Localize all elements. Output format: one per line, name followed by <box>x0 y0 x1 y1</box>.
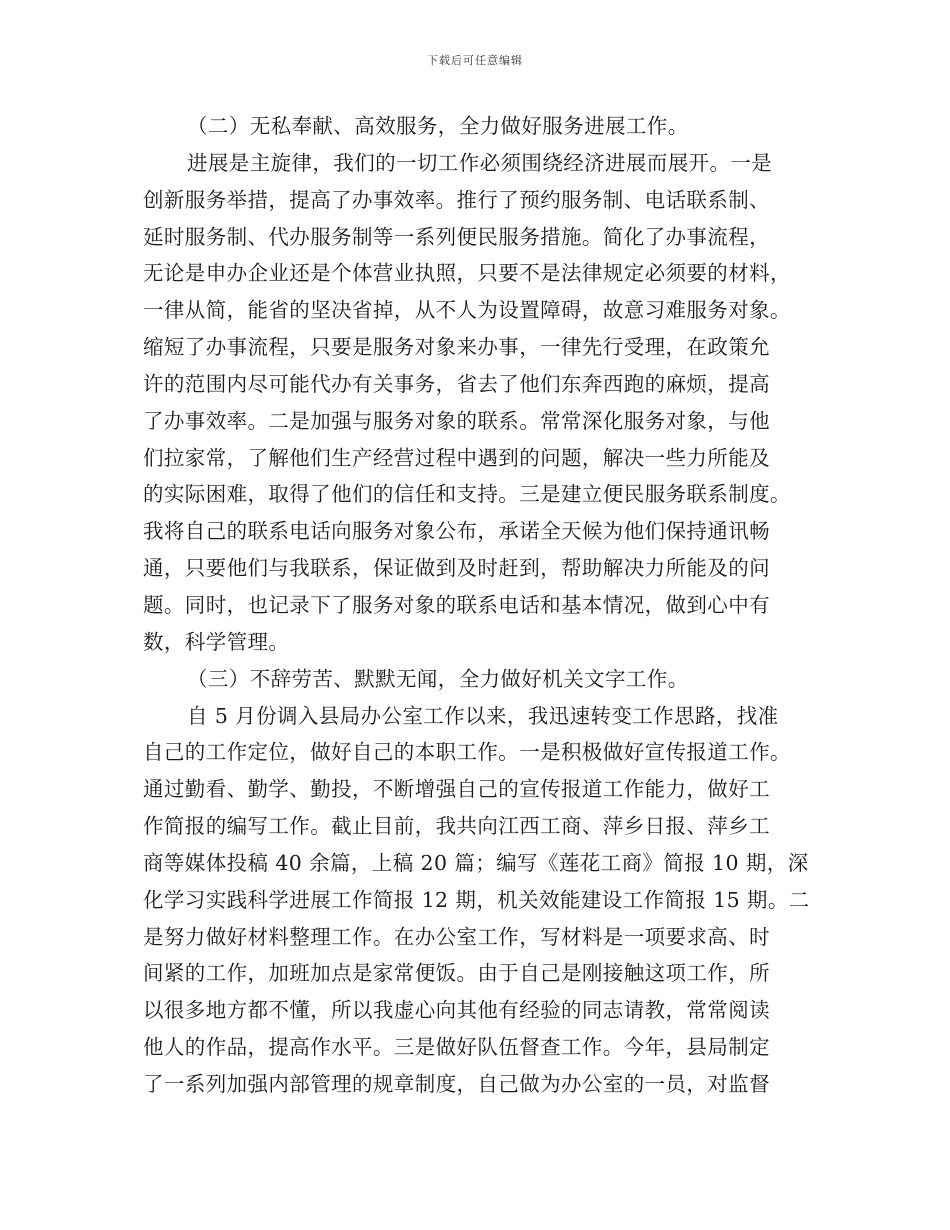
text-line: 他人的作品，提高作水平。三是做好队伍督查工作。今年，县局制定 <box>143 1035 770 1060</box>
text-line: 间紧的工作，加班加点是家常便饭。由于自己是刚接触这项工作，所 <box>143 961 770 986</box>
text-line: 缩短了办事流程，只要是服务对象来办事，一律先行受理，在政策允 <box>143 335 770 360</box>
text-line: 通过勤看、勤学、勤投，不断增强自己的宣传报道工作能力，做好工 <box>143 777 770 802</box>
text-line: 了一系列加强内部管理的规章制度，自己做为办公室的一员，对监督 <box>143 1071 770 1096</box>
document-body <box>143 108 810 1103</box>
text-line: 许的范围内尽可能代办有关事务，省去了他们东奔西跑的麻烦，提高 <box>143 371 770 396</box>
text-line: 进展是主旋律，我们的一切工作必须围绕经济进展而展开。一是 <box>187 150 773 175</box>
text-line: 延时服务制、代办服务制等一系列便民服务措施。简化了办事流程， <box>143 224 770 249</box>
text-line: 以很多地方都不懂，所以我虚心向其他有经验的同志请教，常常阅读 <box>143 998 770 1023</box>
text-line: 自己的工作定位，做好自己的本职工作。一是积极做好宣传报道工作。 <box>143 740 791 765</box>
section-heading: （三）不辞劳苦、默默无闻，全力做好机关文字工作。 <box>187 666 689 691</box>
header-note: 下载后可任意编辑 <box>427 54 523 67</box>
text-line: 是努力做好材料整理工作。在办公室工作，写材料是一项要求高、时 <box>143 924 770 949</box>
text-line: 通，只要他们与我联系，保证做到及时赶到，帮助解决力所能及的问 <box>143 556 770 581</box>
text-line: 作简报的编写工作。截止目前，我共向江西工商、萍乡日报、萍乡工 <box>143 814 770 839</box>
text-line: 无论是申办企业还是个体营业执照，只要不是法律规定必须要的材料， <box>143 261 791 286</box>
text-line: 的实际困难，取得了他们的信任和支持。三是建立便民服务联系制度。 <box>143 482 791 507</box>
text-line: 创新服务举措，提高了办事效率。推行了预约服务制、电话联系制、 <box>143 187 770 212</box>
text-line: 题。同时，也记录下了服务对象的联系电话和基本情况，做到心中有 <box>143 592 770 617</box>
text-line: 们拉家常，了解他们生产经营过程中遇到的问题，解决一些力所能及 <box>143 445 770 470</box>
text-line: 商等媒体投稿 40 余篇，上稿 20 篇；编写《莲花工商》简报 10 期，深 <box>143 850 809 875</box>
section-heading: （二）无私奉献、高效服务，全力做好服务进展工作。 <box>187 114 689 138</box>
text-line: 数，科学管理。 <box>143 629 290 654</box>
text-line: 自 5 月份调入县局办公室工作以来，我迅速转变工作思路，找准 <box>187 703 779 728</box>
text-line: 我将自己的联系电话向服务对象公布，承诺全天候为他们保持通讯畅 <box>143 519 770 544</box>
text-line: 化学习实践科学进展工作简报 12 期，机关效能建设工作简报 15 期。二 <box>143 887 810 912</box>
text-line: 一律从简，能省的坚决省掉，从不人为设置障碍，故意习难服务对象。 <box>143 298 791 323</box>
text-line: 了办事效率。二是加强与服务对象的联系。常常深化服务对象，与他 <box>143 408 770 433</box>
